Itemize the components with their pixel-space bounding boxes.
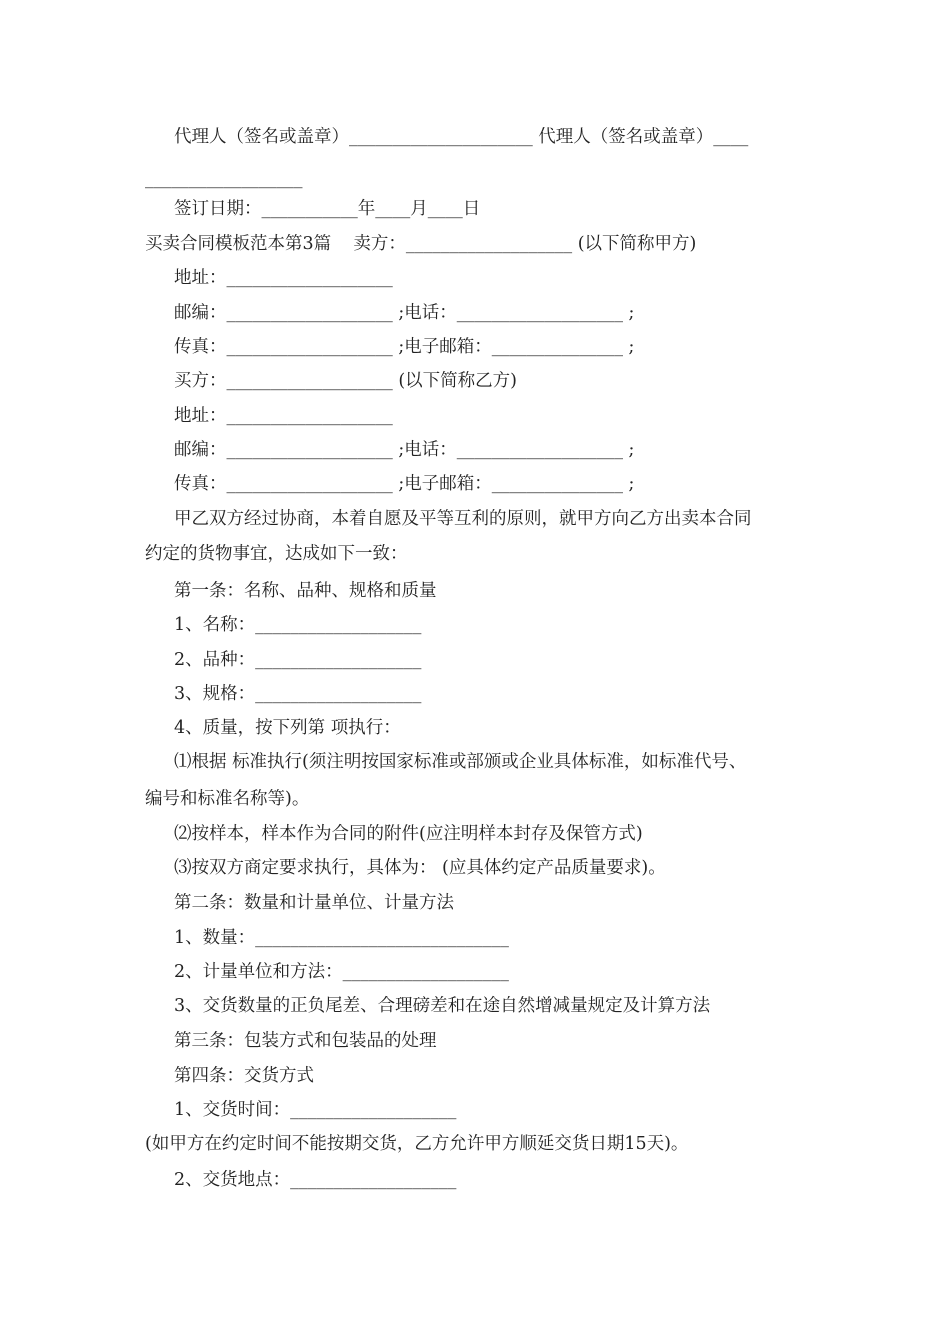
article-4-heading: 第四条：交货方式 [174,1066,314,1086]
delivery-time-note: (如甲方在约定时间不能按期交货，乙方允许甲方顺延交货日期15天)。 [145,1134,689,1154]
quality-option-1: ⑴根据 标准执行(须注明按国家标准或部颁或企业具体标准，如标准代号、 [174,752,747,772]
agent-signature-line-cont: __________________ [145,169,303,189]
buyer-address: 地址：___________________ [174,406,393,426]
measurement-unit: 2、计量单位和方法：___________________ [174,962,509,982]
article-1-heading: 第一条：名称、品种、规格和质量 [174,581,437,601]
item-variety: 2、品种：___________________ [174,650,422,670]
buyer-fax-email: 传真：___________________ ;电子邮箱：_______________ ; [174,474,635,494]
agreement-paragraph: 甲乙双方经过协商，本着自愿及平等互利的原则，就甲方向乙方出卖本合同 [174,509,752,529]
section-title-seller: 买卖合同模板范本第3篇 卖方：___________________ (以下简称甲方) [145,234,697,254]
agreement-paragraph-cont: 约定的货物事宜，达成如下一致： [145,544,408,564]
buyer-line: 买方：___________________ (以下简称乙方) [174,371,517,391]
article-2-heading: 第二条：数量和计量单位、计量方法 [174,893,454,913]
delivery-place: 2、交货地点：___________________ [174,1170,457,1190]
quantity-tolerance: 3、交货数量的正负尾差、合理磅差和在途自然增减量规定及计算方法 [174,996,711,1016]
quality-option-1-cont: 编号和标准名称等)。 [145,789,310,809]
quality-option-3: ⑶按双方商定要求执行，具体为： (应具体约定产品质量要求)。 [174,858,666,878]
seller-address: 地址：___________________ [174,268,393,288]
agent-signature-line: 代理人（签名或盖章）_____________________ 代理人（签名或盖章）____ [174,127,749,147]
item-name: 1、名称：___________________ [174,615,422,635]
quantity: 1、数量：_____________________________ [174,928,509,948]
delivery-time: 1、交货时间：___________________ [174,1100,457,1120]
seller-fax-email: 传真：___________________ ;电子邮箱：_______________ ; [174,337,635,357]
quality-option-2: ⑵按样本，样本作为合同的附件(应注明样本封存及保管方式) [174,824,643,844]
seller-postcode-phone: 邮编：___________________ ;电话：___________________ ; [174,303,635,323]
item-spec: 3、规格：___________________ [174,684,422,704]
item-quality: 4、质量，按下列第 项执行： [174,718,401,738]
buyer-postcode-phone: 邮编：___________________ ;电话：___________________ ; [174,440,635,460]
signing-date-line: 签订日期：___________年____月____日 [174,199,481,219]
article-3-heading: 第三条：包装方式和包装品的处理 [174,1031,437,1051]
